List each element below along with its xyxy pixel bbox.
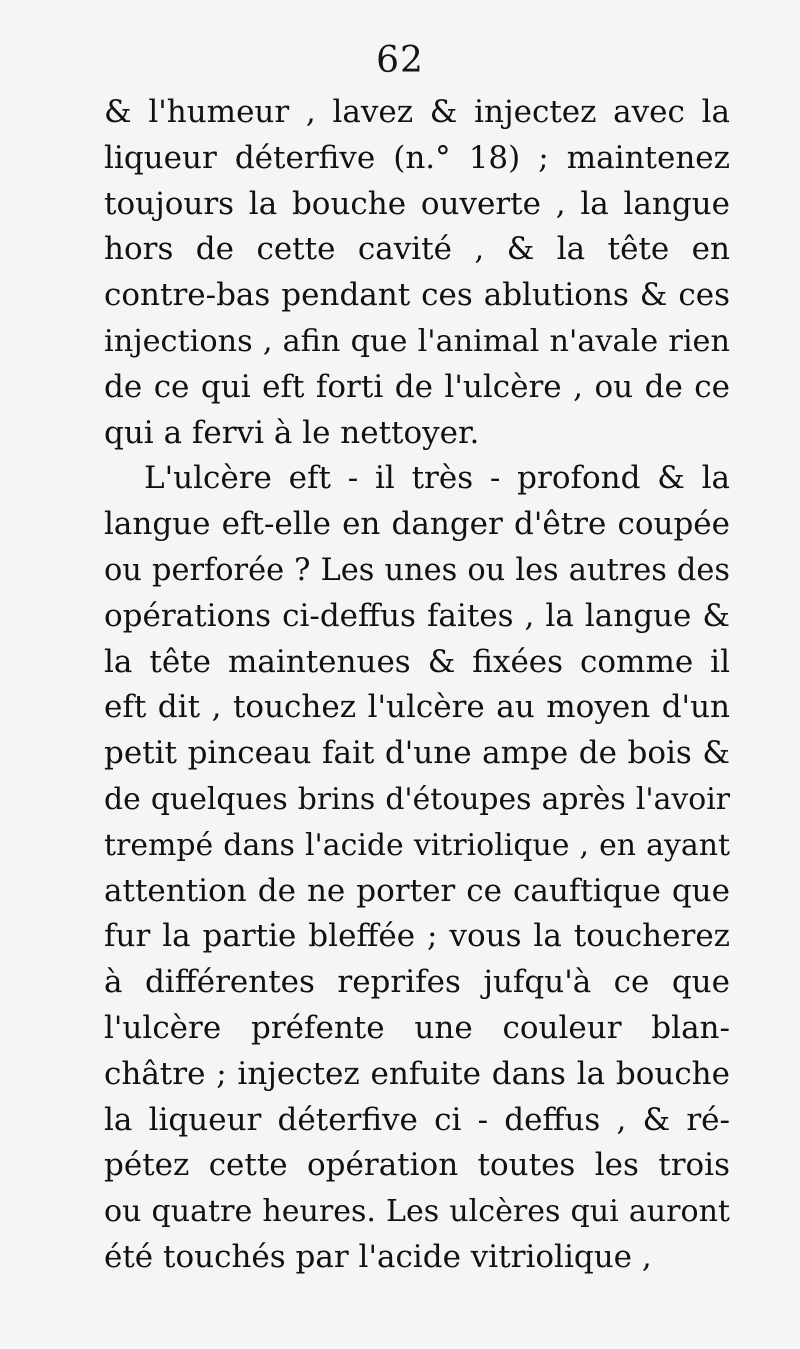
text-line: contre-bas pendant ces ablutions & ces (104, 277, 730, 314)
text-line: de quelques brins d'étoupes après l'avoir (104, 781, 730, 817)
text-line: été touchés par l'acide vitriolique , (104, 1238, 652, 1275)
text-line: ou perforée ? Les unes ou les autres des (104, 552, 730, 588)
paragraph-start-line: L'ulcère eft - il très - profond & la (144, 460, 730, 497)
text-line: liqueur déterfive (n.° 18) ; maintenez (104, 139, 730, 176)
text-line: la tête maintenues & fixées comme il (104, 643, 730, 680)
text-line: langue eft-elle en danger d'être coupée (104, 506, 730, 543)
text-line: opérations ci-deffus faites , la langue & (104, 597, 730, 634)
text-line: la liqueur déterfive ci - deffus , & ré- (104, 1101, 730, 1138)
text-line: petit pinceau fait d'une ampe de bois & (104, 735, 730, 772)
text-line: pétez cette opération toutes les trois (104, 1147, 730, 1184)
text-line: fur la partie bleffée ; vous la toucherez (104, 918, 730, 955)
text-line: de ce qui eft forti de l'ulcère , ou de ce (104, 368, 730, 405)
text-line: & l'humeur , lavez & injectez avec la (104, 94, 730, 130)
text-line: qui a fervi à le nettoyer. (104, 414, 480, 451)
text-line: trempé dans l'acide vitriolique , en ayant (104, 827, 730, 863)
text-line: injections , afin que l'animal n'avale rien (104, 323, 730, 359)
text-line: eft dit , touchez l'ulcère au moyen d'un (104, 689, 730, 726)
text-line: ou quatre heures. Les ulcères qui auront (104, 1194, 730, 1230)
text-line: hors de cette cavité , & la tête en (104, 231, 730, 268)
text-line: châtre ; injectez enfuite dans la bouche (104, 1055, 730, 1092)
text-line: à différentes reprifes jufqu'à ce que (104, 964, 730, 1001)
text-line: toujours la bouche ouverte , la langue (104, 185, 730, 222)
body-text (104, 90, 730, 1281)
page-number: 62 (376, 40, 424, 81)
text-line: l'ulcère préfente une couleur blan- (104, 1009, 730, 1046)
text-line: attention de ne porter ce cauftique que (104, 872, 730, 909)
